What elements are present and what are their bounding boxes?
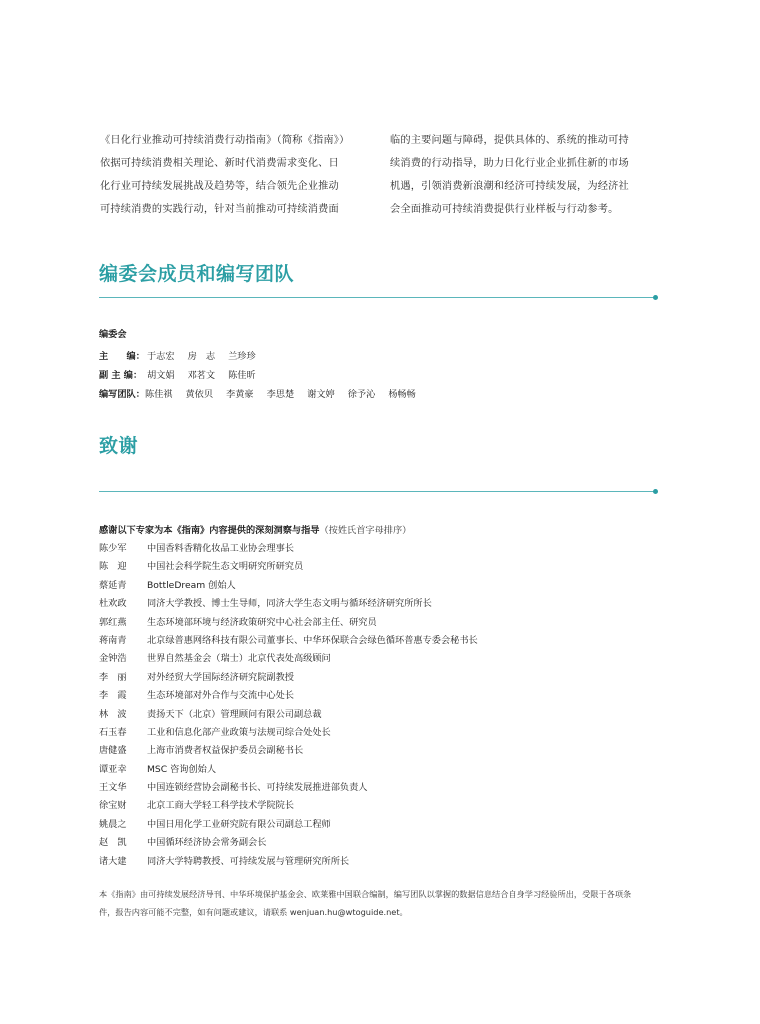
expert-name: 唐健盛 bbox=[99, 745, 127, 757]
editorial-member: 李黄豪 bbox=[226, 389, 254, 400]
expert-title: 中国日用化学工业研究院有限公司副总工程师 bbox=[147, 818, 331, 830]
editorial-member: 陈佳祺 bbox=[144, 389, 173, 400]
expert-name: 诸大建 bbox=[99, 855, 127, 867]
expert-title: 中国循环经济协会常务副会长 bbox=[147, 837, 267, 849]
expert-name: 杜欢政 bbox=[99, 598, 127, 610]
thanks-heading-text: 感谢以下专家为本《指南》内容提供的深刻洞察与指导 bbox=[99, 525, 320, 536]
expert-name: 金钟浩 bbox=[99, 653, 127, 665]
expert-row bbox=[99, 614, 478, 632]
expert-row bbox=[99, 853, 478, 871]
intro-line: 《日化行业推动可持续消费行动指南》（简称《指南》） bbox=[100, 135, 350, 146]
editorial-heading: 编委会 bbox=[99, 329, 127, 340]
intro-line: 化行业可持续发展挑战及趋势等，结合领先企业推动 bbox=[100, 181, 339, 192]
expert-row bbox=[99, 558, 478, 576]
expert-title: 生态环境部对外合作与交流中心处长 bbox=[147, 690, 294, 702]
expert-title: 对外经贸大学国际经济研究院副教授 bbox=[147, 671, 294, 683]
expert-name: 郭红燕 bbox=[99, 616, 127, 628]
thanks-heading bbox=[99, 522, 411, 536]
expert-row bbox=[99, 724, 478, 742]
editorial-member: 谢文婷 bbox=[307, 389, 335, 400]
editorial-row bbox=[99, 347, 429, 366]
intro-left-column bbox=[100, 129, 370, 221]
expert-title: 北京绿普惠网络科技有限公司董事长、中华环保联合会绿色循环普惠专委会秘书长 bbox=[147, 634, 478, 646]
expert-row bbox=[99, 632, 478, 650]
editorial-member: 兰珍珍 bbox=[228, 351, 256, 362]
editorial-member: 徐予沁 bbox=[347, 389, 376, 400]
expert-row bbox=[99, 816, 478, 834]
editorial-member: 于志宏 bbox=[147, 351, 175, 362]
expert-title: 上海市消费者权益保护委员会副秘书长 bbox=[147, 745, 304, 757]
expert-title: 北京工商大学轻工科学技术学院院长 bbox=[147, 800, 294, 812]
expert-name: 李 丽 bbox=[99, 671, 127, 683]
intro-line: 可持续消费的实践行动，针对当前推动可持续消费面 bbox=[100, 204, 339, 215]
expert-title: 同济大学教授、博士生导师，同济大学生态文明与循环经济研究所所长 bbox=[147, 598, 432, 610]
footnote-line: 件，报告内容可能不完整，如有问题或建议，请联系 wenjuan.hu@wtoguide.net。 bbox=[99, 907, 408, 917]
expert-row bbox=[99, 669, 478, 687]
intro-line: 机遇，引领消费新浪潮和经济可持续发展，为经济社 bbox=[390, 181, 629, 192]
expert-row bbox=[99, 595, 478, 613]
intro-line: 会全面推动可持续消费提供行业样板与行动参考。 bbox=[390, 204, 619, 215]
expert-title: 生态环境部环境与经济政策研究中心社会部主任、研究员 bbox=[147, 616, 377, 628]
editorial-member: 李思楚 bbox=[266, 389, 295, 400]
expert-title: 责扬天下（北京）管理顾问有限公司副总裁 bbox=[147, 708, 322, 720]
editorial-role: 编写团队： bbox=[99, 389, 145, 400]
expert-title: 中国社会科学院生态文明研究所研究员 bbox=[147, 561, 304, 573]
section-divider bbox=[99, 491, 656, 492]
expert-name: 陈 迎 bbox=[99, 561, 127, 573]
expert-name: 徐宝财 bbox=[99, 800, 127, 812]
intro-line: 续消费的行动指导，助力日化行业企业抓住新的市场 bbox=[390, 158, 629, 169]
expert-row bbox=[99, 650, 478, 668]
editorial-row bbox=[99, 385, 429, 404]
editorial-role: 副 主 编： bbox=[99, 370, 143, 381]
expert-row bbox=[99, 577, 478, 595]
expert-title: 同济大学特聘教授、可持续发展与管理研究所所长 bbox=[147, 855, 350, 867]
editorial-member: 陈佳昕 bbox=[228, 370, 256, 381]
editorial-member: 杨畅畅 bbox=[388, 389, 416, 400]
editorial-member: 黄依贝 bbox=[185, 389, 214, 400]
expert-name: 姚晨之 bbox=[99, 818, 127, 830]
expert-name: 蒋南青 bbox=[99, 634, 127, 646]
expert-row bbox=[99, 742, 478, 760]
expert-row bbox=[99, 779, 478, 797]
expert-title: 工业和信息化部产业政策与法规司综合处处长 bbox=[147, 726, 331, 738]
expert-name: 赵 凯 bbox=[99, 837, 127, 849]
thanks-section-title: 致谢 bbox=[99, 435, 139, 457]
expert-name: 石玉春 bbox=[99, 726, 127, 738]
intro-right-column bbox=[390, 129, 660, 221]
expert-title: 中国连锁经营协会副秘书长、可持续发展推进部负责人 bbox=[147, 782, 368, 794]
expert-name: 谭亚幸 bbox=[99, 763, 127, 775]
expert-title: 中国香料香精化妆品工业协会理事长 bbox=[147, 543, 294, 554]
intro-line: 临的主要问题与障碍，提供具体的、系统的推动可持 bbox=[390, 135, 629, 146]
editorial-row bbox=[99, 366, 429, 385]
section-divider bbox=[99, 297, 656, 298]
expert-row bbox=[99, 797, 478, 815]
expert-title: 世界自然基金会（瑞士）北京代表处高级顾问 bbox=[147, 653, 331, 665]
expert-row bbox=[99, 706, 478, 724]
expert-row bbox=[99, 761, 478, 779]
expert-title: BottleDream 创始人 bbox=[147, 579, 236, 591]
footnote-line: 本《指南》由可持续发展经济导刊、中华环境保护基金会、欧莱雅中国联合编制，编写团队以掌握的数据信息结合自身学习经验所出，受限于各项条 bbox=[99, 889, 632, 899]
expert-row bbox=[99, 834, 478, 852]
expert-name: 林 波 bbox=[99, 708, 127, 720]
expert-title: MSC 咨询创始人 bbox=[147, 763, 217, 775]
footnote bbox=[99, 885, 661, 921]
expert-name: 李 霞 bbox=[99, 690, 127, 702]
expert-name: 陈少军 bbox=[99, 543, 127, 554]
editorial-board bbox=[99, 328, 429, 404]
editorial-member: 胡文娟 bbox=[147, 370, 175, 381]
editorial-role: 主 编： bbox=[99, 351, 145, 362]
editorial-section-title: 编委会成员和编写团队 bbox=[99, 263, 295, 285]
expert-row bbox=[99, 687, 478, 705]
thanks-heading-note: （按姓氏首字母排序） bbox=[319, 525, 412, 536]
expert-name: 王文华 bbox=[99, 782, 127, 794]
expert-name: 蔡延青 bbox=[99, 579, 127, 591]
intro-line: 依据可持续消费相关理论、新时代消费需求变化、日 bbox=[100, 158, 339, 169]
expert-list bbox=[99, 540, 478, 871]
editorial-member: 邓茗文 bbox=[187, 370, 216, 381]
editorial-member: 房 志 bbox=[187, 351, 216, 362]
expert-row bbox=[99, 540, 478, 558]
